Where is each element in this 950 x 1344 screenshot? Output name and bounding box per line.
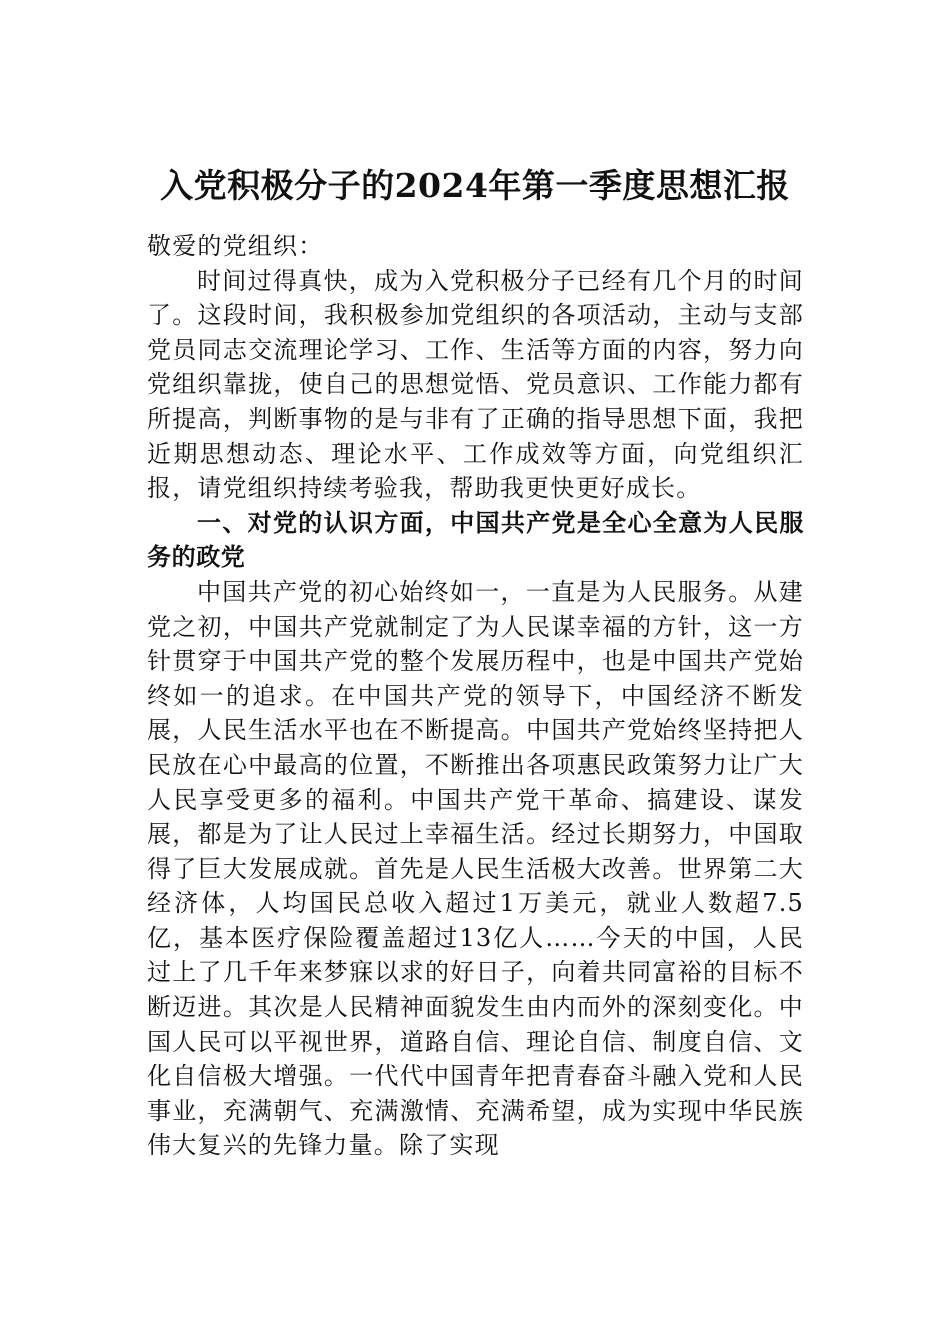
section-heading-1: 一、对党的认识方面，中国共产党是全心全意为人民服务的政党 (147, 508, 804, 572)
intro-paragraph: 时间过得真快，成为入党积极分子已经有几个月的时间了。这段时间，我积极参加党组织的各项活动，主动与支部党员同志交流理论学习、工作、生活等方面的内容，努力向党组织靠拢，使自己的思想觉悟、党员意识、工作能力都有所提高，判断事物的是与非有了正确的指导思想下面，我把近期思想动态、理论水平、工作成效等方面，向党组织汇报，请党组织持续考验我，帮助我更快更好成长。 (147, 266, 804, 503)
document-title: 入党积极分子的2024年第一季度思想汇报 (160, 166, 790, 205)
section-1-paragraph: 中国共产党的初心始终如一，一直是为人民服务。从建党之初，中国共产党就制定了为人民谋幸福的方针，这一方针贯穿于中国共产党的整个发展历程中，也是中国共产党始终如一的追求。在中国共产党的领导下，中国经济不断发展，人民生活水平也在不断提高。中国共产党始终坚持把人民放在心中最高的位置，不断推出各项惠民政策努力让广大人民享受更多的福利。中国共产党干革命、搞建设、谋发展，都是为了让人民过上幸福生活。经过长期努力，中国取得了巨大发展成就。首先是人民生活极大改善。世界第二大经济体，人均国民总收入超过1万美元，就业人数超7.5亿，基本医疗保险覆盖超过13亿人……今天的中国，人民过上了几千年来梦寐以求的好日子，向着共同富裕的目标不断迈进。其次是人民精神面貌发生由内而外的深刻变化。中国人民可以平视世界，道路自信、理论自信、制度自信、文化自信极大增强。一代代中国青年把青春奋斗融入党和人民事业，充满朝气、充满激情、充满希望，成为实现中华民族伟大复兴的先锋力量。除了实现 (147, 577, 804, 1160)
document-body (147, 229, 804, 1163)
greeting: 敬爱的党组织： (147, 232, 324, 260)
